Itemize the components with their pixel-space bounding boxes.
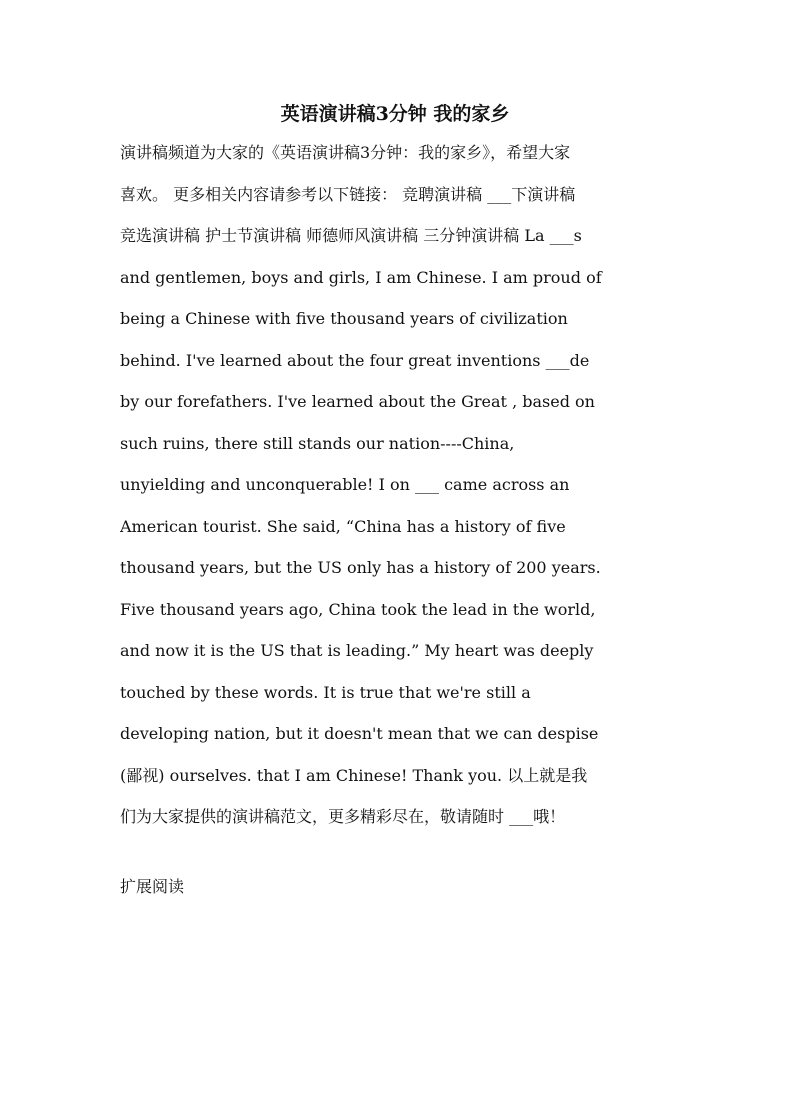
body-line-8: such ruins, there still stands our nation----China, — [120, 433, 515, 453]
body-line-5: being a Chinese with five thousand years of civilization — [120, 309, 568, 328]
body-line-16: (鄙视) ourselves. that I am Chinese! Thank you. 以上就是我 — [120, 765, 588, 785]
body-line-15: developing nation, but it doesn't mean that we can despise — [120, 724, 599, 743]
document-title: 英语演讲稿3分钟 我的家乡 — [280, 103, 510, 125]
body-line-10: American tourist. She said, “China has a history of five — [120, 516, 566, 536]
body-line-4: and gentlemen, boys and girls, I am Chinese. I am proud of — [120, 267, 602, 287]
speech-body — [120, 132, 670, 838]
body-line-13: and now it is the US that is leading.” My heart was deeply — [120, 641, 594, 660]
extended-reading-heading: 扩展阅读 — [120, 876, 185, 896]
body-line-1: 演讲稿频道为大家的《英语演讲稿3分钟：我的家乡》，希望大家 — [120, 143, 571, 162]
body-line-3: 竞选演讲稿 护士节演讲稿 师德师风演讲稿 三分钟演讲稿 La ___s — [120, 226, 582, 245]
body-line-12: Five thousand years ago, China took the lead in the world, — [120, 599, 596, 619]
body-line-11: thousand years, but the US only has a history of 200 years. — [120, 558, 601, 577]
body-line-17: 们为大家提供的演讲稿范文，更多精彩尽在，敬请随时 ___哦！ — [120, 807, 566, 826]
body-line-9: unyielding and unconquerable! I on ___ came across an — [120, 475, 570, 494]
body-line-6: behind. I've learned about the four great inventions ___de — [120, 350, 590, 370]
body-line-7: by our forefathers. I've learned about the Great , based on — [120, 392, 595, 411]
body-line-14: touched by these words. It is true that we're still a — [120, 682, 531, 702]
body-line-2: 喜欢。 更多相关内容请参考以下链接： 竞聘演讲稿 ___下演讲稿 — [120, 184, 576, 204]
